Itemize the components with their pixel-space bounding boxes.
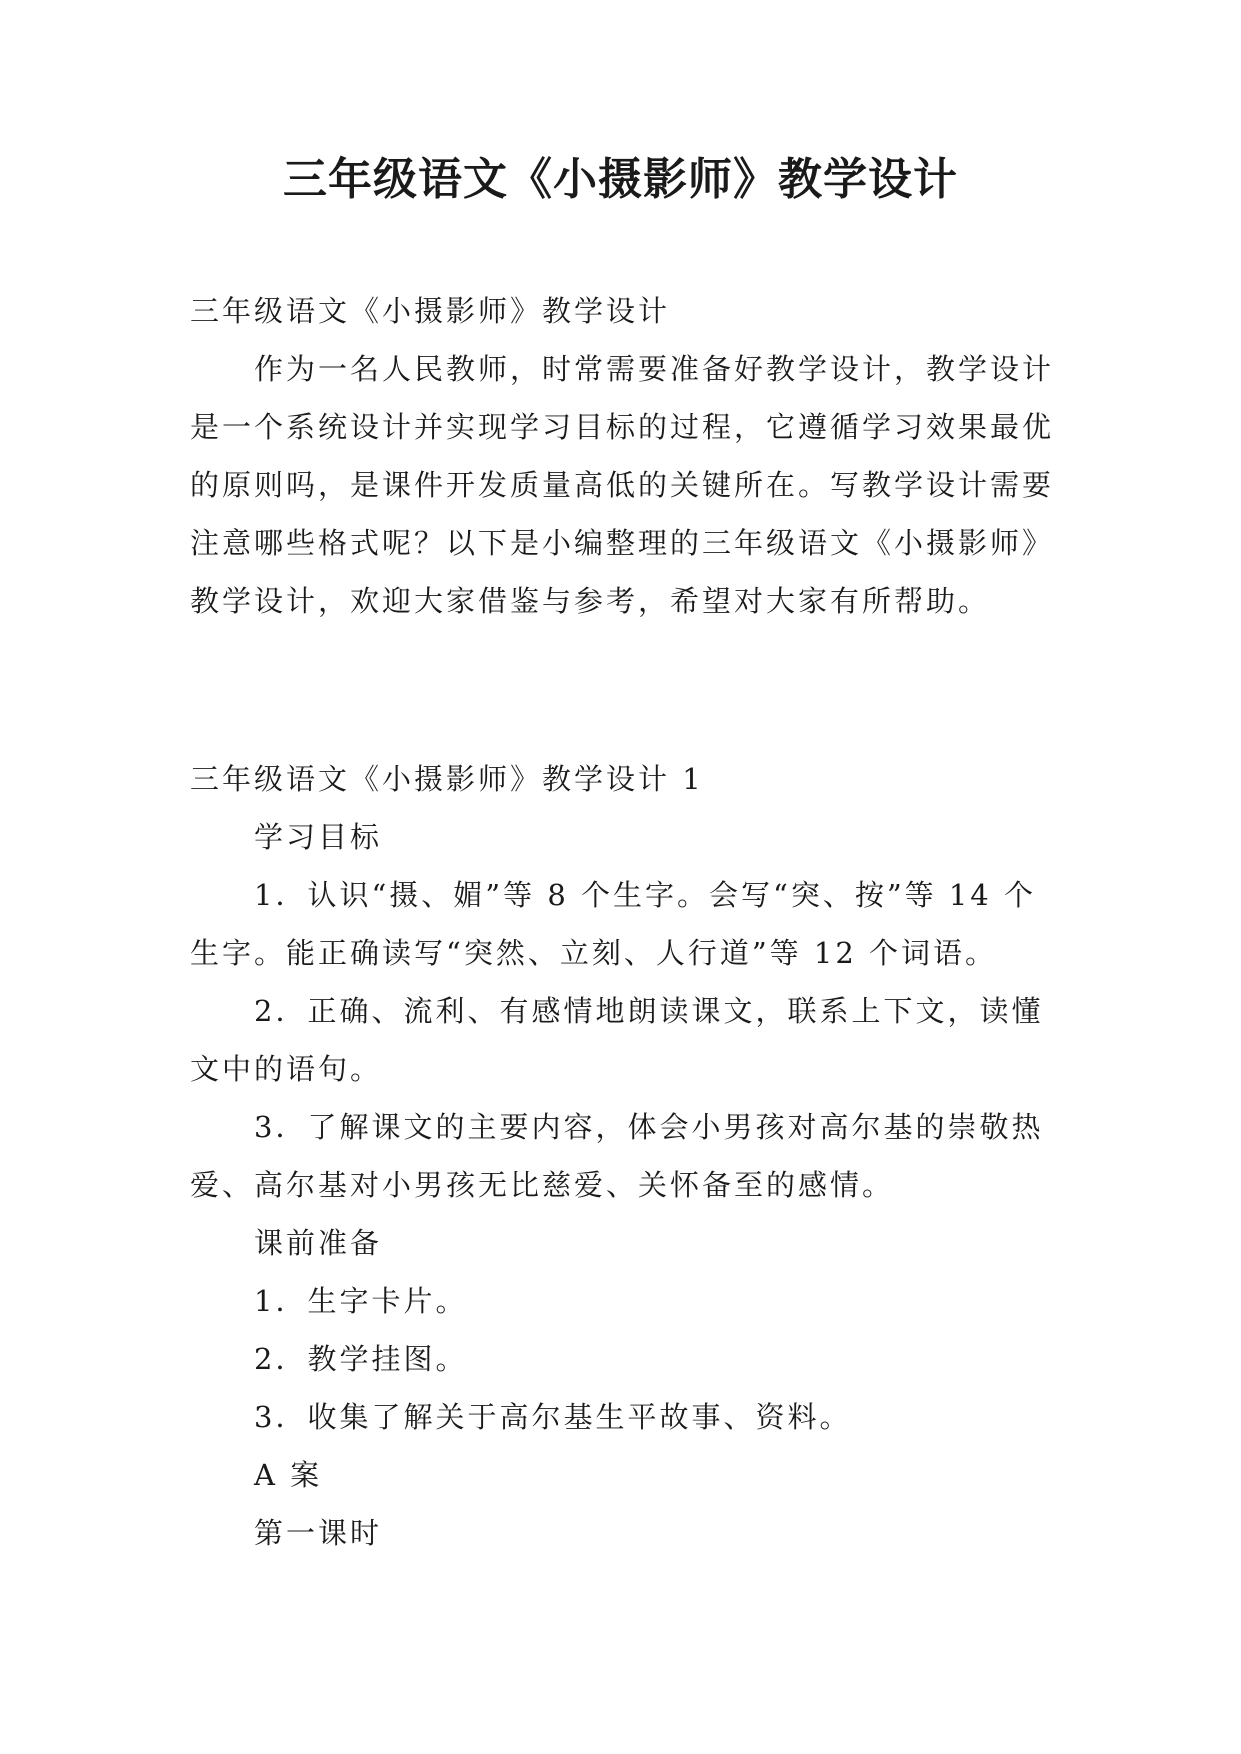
intro-paragraph: 作为一名人民教师，时常需要准备好教学设计，教学设计是一个系统设计并实现学习目标的过程，它遵循学习效果最优的原则吗，是课件开发质量高低的关键所在。写教学设计需要注意哪些格式呢？以下是小编整理的三年级语文《小摄影师》教学设计，欢迎大家借鉴与参考，希望对大家有所帮助。 [190, 352, 1055, 618]
document-title: 三年级语文《小摄影师》教学设计 [283, 154, 958, 205]
preparation-heading: 课前准备 [254, 1226, 383, 1260]
preparation-item-1: 1．生字卡片。 [254, 1284, 468, 1318]
lesson-label: 第一课时 [254, 1516, 383, 1550]
section-heading: 三年级语文《小摄影师》教学设计 1 [190, 762, 704, 796]
preparation-item-2: 2．教学挂图。 [254, 1342, 468, 1376]
objective-item-1: 1．认识“摄、媚”等 8 个生字。会写“突、按”等 14 个生字。能正确读写“突然、立刻、人行道”等 12 个词语。 [190, 878, 1036, 970]
objective-item-2: 2．正确、流利、有感情地朗读课文，联系上下文，读懂文中的语句。 [190, 994, 1044, 1086]
objective-item-3: 3．了解课文的主要内容，体会小男孩对高尔基的崇敬热爱、高尔基对小男孩无比慈爱、关怀备至的感情。 [190, 1110, 1044, 1202]
objectives-heading: 学习目标 [254, 820, 383, 854]
intro-heading: 三年级语文《小摄影师》教学设计 [190, 294, 671, 328]
preparation-item-3: 3．收集了解关于高尔基生平故事、资料。 [254, 1400, 852, 1434]
intro-section [190, 282, 1056, 630]
plan-label: A 案 [254, 1458, 323, 1492]
section-1 [190, 750, 1056, 1562]
